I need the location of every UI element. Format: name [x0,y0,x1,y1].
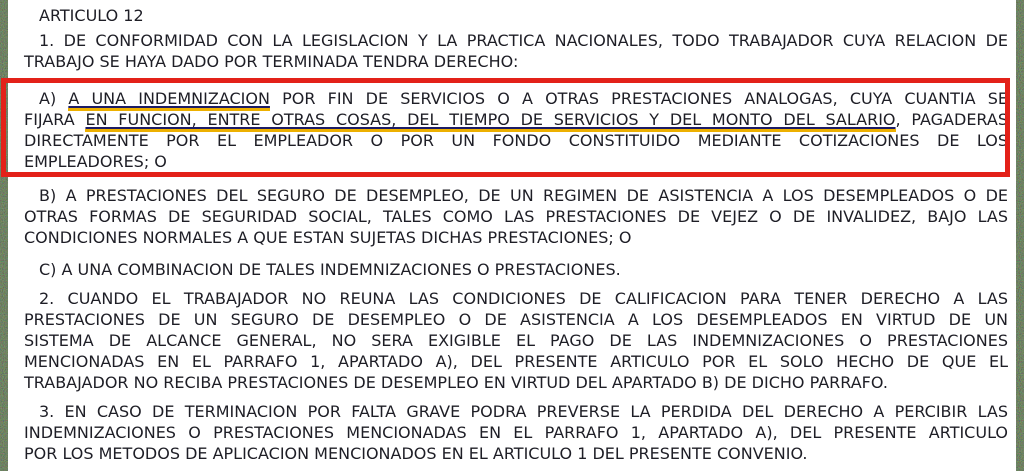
text-line [24,372,1008,393]
text-line [24,206,1008,227]
background-texture-right [1016,0,1024,471]
text-run: 3. EN CASO DE TERMINACION POR FALTA GRAVE PODRA PREVERSE LA PERDIDA DEL DERECHO A PERCIBIR LAS [39,402,1008,421]
highlight-underline: EN FUNCION, ENTRE OTRAS COSAS, DEL TIEMPO DE SERVICIOS Y DEL MONTO DEL SALARIO [85,110,895,132]
text-run: POR FIN DE SERVICIOS O A OTRAS PRESTACIONES ANALOGAS, CUYA CUANTIA SE [269,89,1008,108]
text-line [24,259,1008,280]
highlight-underline: A UNA INDEMNIZACION [68,89,270,111]
text-run: A) [39,89,69,108]
text-line [24,88,1008,109]
text-line [24,422,1008,443]
text-run: PRESTACIONES DE UN SEGURO DE DESEMPLEO O DE ASISTENCIA A LOS DESEMPLEADOS EN VIRTUD DE UN [24,310,1008,329]
text-line [24,51,1008,72]
paragraph-a [24,88,1008,172]
text-line [24,227,1008,248]
text-run: DIRECTAMENTE POR EL EMPLEADOR O POR UN FONDO CONSTITUIDO MEDIANTE COTIZACIONES DE LOS [24,131,1008,150]
text-run: 2. CUANDO EL TRABAJADOR NO REUNA LAS CONDICIONES DE CALIFICACION PARA TENER DERECHO A LAS [39,289,1008,308]
text-run: TRABAJADOR NO RECIBA PRESTACIONES DE DESEMPLEO EN VIRTUD DEL APARTADO B) DE DICHO PARRAFO. [24,373,888,392]
text-run: MENCIONADAS EN EL PARRAFO 1, APARTADO A), DEL PRESENTE ARTICULO POR EL SOLO HECHO DE QUE EL [24,352,1008,371]
paragraph-2 [24,288,1008,393]
text-line [24,185,1008,206]
text-run: , PAGADERAS [895,110,1008,129]
text-run: OTRAS FORMAS DE SEGURIDAD SOCIAL, TALES COMO LAS PRESTACIONES DE VEJEZ O DE INVALIDEZ, BAJO LAS [24,207,1008,226]
text-run: TRABAJO SE HAYA DADO POR TERMINADA TENDRA DERECHO: [24,52,519,71]
text-run: CONDICIONES NORMALES A QUE ESTAN SUJETAS DICHAS PRESTACIONES; O [24,228,632,247]
text-run: INDEMNIZACIONES O PRESTACIONES MENCIONADAS EN EL PARRAFO 1, APARTADO A), DEL PRESENTE ARTICULO [24,423,1008,442]
text-line [24,30,1008,51]
document-paragraphs [24,30,1008,464]
paragraph-3 [24,401,1008,464]
text-line [24,443,1008,464]
text-line [24,309,1008,330]
text-line [24,351,1008,372]
text-run: 1. DE CONFORMIDAD CON LA LEGISLACION Y LA PRACTICA NACIONALES, TODO TRABAJADOR CUYA RELACION DE [39,31,1008,50]
text-run: SISTEMA DE ALCANCE GENERAL, NO SERA EXIGIBLE EL PAGO DE LAS INDEMNIZACIONES O PRESTACIONES [24,331,1008,350]
text-line [24,401,1008,422]
text-line [24,109,1008,130]
document-title: ARTICULO 12 [39,6,144,25]
text-line [24,288,1008,309]
background-texture-left [0,0,8,471]
text-run: B) A PRESTACIONES DEL SEGURO DE DESEMPLEO, DE UN REGIMEN DE ASISTENCIA A LOS DESEMPLEADOS O DE [39,186,1008,205]
text-run: FIJARA [24,110,86,129]
paragraph-1 [24,30,1008,72]
text-run: C) A UNA COMBINACION DE TALES INDEMNIZACIONES O PRESTACIONES. [39,260,621,279]
text-line [24,330,1008,351]
text-line [24,151,1008,172]
text-line [24,130,1008,151]
paragraph-b [24,185,1008,248]
paragraph-c [24,259,1008,280]
document-body [24,5,1008,464]
text-run: POR LOS METODOS DE APLICACION MENCIONADOS EN EL ARTICULO 1 DEL PRESENTE CONVENIO. [24,444,808,463]
text-run: EMPLEADORES; O [24,152,167,171]
